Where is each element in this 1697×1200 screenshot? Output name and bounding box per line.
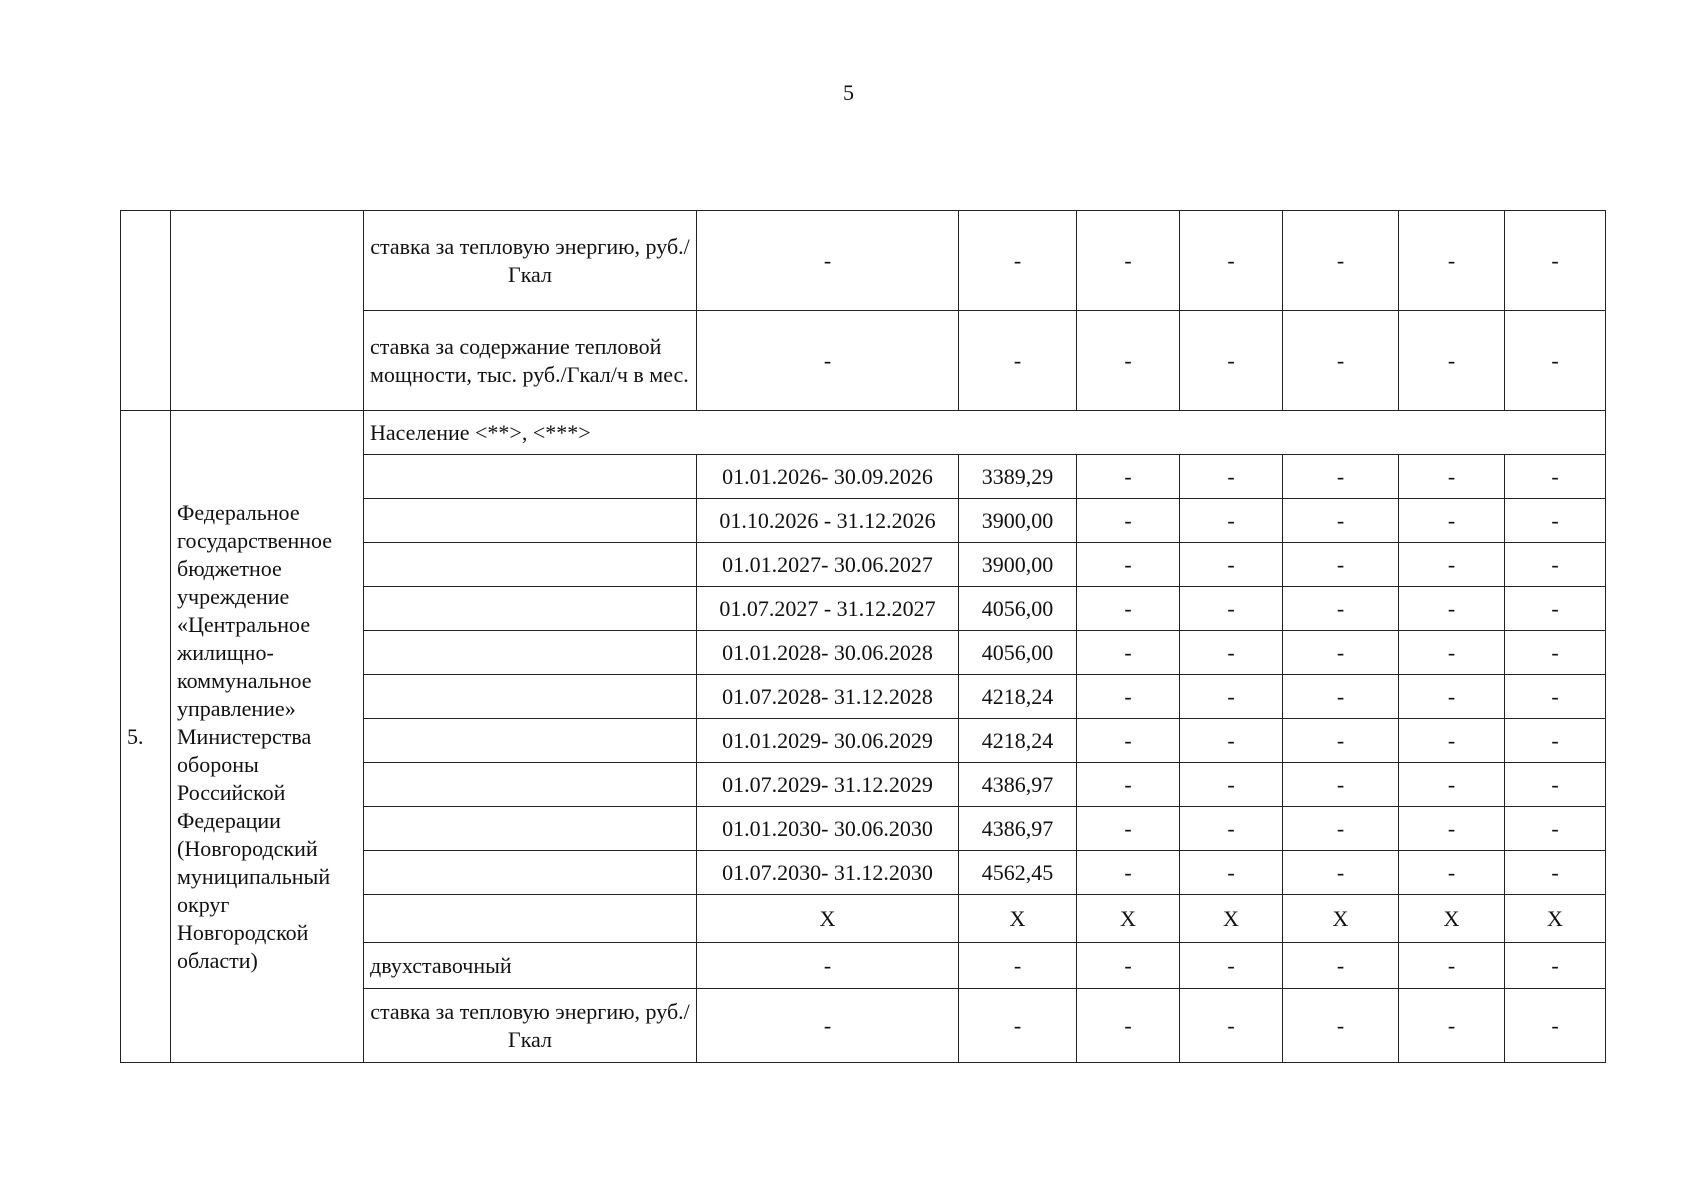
tariff-cell: 4218,24 [959,675,1077,719]
value-cell: - [1077,631,1180,675]
value-cell: - [1077,455,1180,499]
value-cell: - [1283,851,1399,895]
tariff-cell: 4218,24 [959,719,1077,763]
value-cell: - [1505,543,1606,587]
value-cell: - [1180,211,1283,311]
value-cell: - [1180,807,1283,851]
empty-label-cell [364,455,697,499]
table-row [121,211,1606,311]
empty-label-cell [364,587,697,631]
value-cell: - [1399,311,1505,411]
x-mark-cell: X [1505,895,1606,943]
tariff-table [120,210,1606,1063]
value-cell: - [1077,719,1180,763]
value-cell: - [1399,631,1505,675]
value-cell: - [1180,943,1283,989]
value-cell: - [1399,675,1505,719]
value-cell: - [1283,455,1399,499]
table-row [121,411,1606,455]
value-cell: - [1505,989,1606,1063]
value-cell: - [1399,499,1505,543]
period-cell: 01.01.2028- 30.06.2028 [697,631,959,675]
value-cell: - [1505,587,1606,631]
period-cell: 01.10.2026 - 31.12.2026 [697,499,959,543]
number-cell-empty [121,211,171,411]
value-cell: - [1283,989,1399,1063]
empty-label-cell [364,631,697,675]
empty-label-cell [364,807,697,851]
row-label: ставка за содержание тепловой мощности, тыс. руб./Гкал/ч в мес. [364,311,697,411]
x-mark-cell: X [959,895,1077,943]
tariff-cell: 3900,00 [959,499,1077,543]
value-cell: - [1180,851,1283,895]
value-cell: - [1180,455,1283,499]
value-cell: - [1399,455,1505,499]
value-cell: - [1505,211,1606,311]
value-cell: - [1399,851,1505,895]
value-cell: - [1077,989,1180,1063]
x-mark-cell: X [697,895,959,943]
value-cell: - [959,943,1077,989]
value-cell: - [1505,719,1606,763]
value-cell: - [1505,311,1606,411]
value-cell: - [1283,675,1399,719]
value-cell: - [959,311,1077,411]
value-cell: - [1399,807,1505,851]
value-cell: - [1399,763,1505,807]
value-cell: - [697,989,959,1063]
empty-label-cell [364,675,697,719]
value-cell: - [1283,499,1399,543]
empty-label-cell [364,543,697,587]
x-mark-cell: X [1399,895,1505,943]
row-label: ставка за тепловую энергию, руб./Гкал [364,211,697,311]
value-cell: - [1399,211,1505,311]
value-cell: - [1180,543,1283,587]
empty-label-cell [364,499,697,543]
value-cell: - [1180,631,1283,675]
organization-name: Федеральное государственное бюджетное учреждение «Центральное жилищно-коммунальное управление» Министерства обороны Российской Федерации (Новгородский муниципальный округ Новгородской области) [171,411,364,1063]
organization-cell-empty [171,211,364,411]
value-cell: - [1505,943,1606,989]
value-cell: - [697,943,959,989]
tariff-cell: 4386,97 [959,763,1077,807]
value-cell: - [1505,851,1606,895]
value-cell: - [1283,763,1399,807]
value-cell: - [959,989,1077,1063]
x-mark-cell: X [1283,895,1399,943]
value-cell: - [697,211,959,311]
value-cell: - [1077,943,1180,989]
value-cell: - [1505,763,1606,807]
value-cell: - [1077,499,1180,543]
value-cell: - [1399,943,1505,989]
value-cell: - [1077,851,1180,895]
value-cell: - [1283,719,1399,763]
value-cell: - [1077,211,1180,311]
x-mark-cell: X [1077,895,1180,943]
tariff-cell: 3900,00 [959,543,1077,587]
value-cell: - [1077,311,1180,411]
value-cell: - [1077,543,1180,587]
period-cell: 01.01.2029- 30.06.2029 [697,719,959,763]
period-cell: 01.01.2030- 30.06.2030 [697,807,959,851]
value-cell: - [1399,719,1505,763]
value-cell: - [1283,587,1399,631]
value-cell: - [1180,675,1283,719]
value-cell: - [959,211,1077,311]
period-cell: 01.07.2028- 31.12.2028 [697,675,959,719]
value-cell: - [1399,543,1505,587]
value-cell: - [1180,499,1283,543]
value-cell: - [1180,587,1283,631]
period-cell: 01.01.2027- 30.06.2027 [697,543,959,587]
period-cell: 01.07.2029- 31.12.2029 [697,763,959,807]
value-cell: - [1283,211,1399,311]
value-cell: - [1077,807,1180,851]
empty-label-cell [364,763,697,807]
value-cell: - [1077,587,1180,631]
value-cell: - [1399,989,1505,1063]
value-cell: - [1180,989,1283,1063]
tariff-cell: 4056,00 [959,631,1077,675]
tariff-cell: 4386,97 [959,807,1077,851]
empty-label-cell [364,719,697,763]
value-cell: - [1283,943,1399,989]
row-label: двухставочный [364,943,697,989]
value-cell: - [1505,499,1606,543]
empty-label-cell [364,895,697,943]
x-mark-cell: X [1180,895,1283,943]
value-cell: - [1077,675,1180,719]
value-cell: - [1505,455,1606,499]
tariff-cell: 4056,00 [959,587,1077,631]
period-cell: 01.07.2027 - 31.12.2027 [697,587,959,631]
tariff-cell: 4562,45 [959,851,1077,895]
value-cell: - [1505,631,1606,675]
value-cell: - [1505,807,1606,851]
tariff-cell: 3389,29 [959,455,1077,499]
value-cell: - [1283,807,1399,851]
value-cell: - [1283,631,1399,675]
section-number: 5. [121,411,171,1063]
page-number: 5 [843,80,854,105]
period-cell: 01.01.2026- 30.09.2026 [697,455,959,499]
empty-label-cell [364,851,697,895]
value-cell: - [1505,675,1606,719]
value-cell: - [1283,311,1399,411]
row-label: ставка за тепловую энергию, руб./Гкал [364,989,697,1063]
group-label: Население <**>, <***> [364,411,1606,455]
value-cell: - [1180,763,1283,807]
value-cell: - [1399,587,1505,631]
period-cell: 01.07.2030- 31.12.2030 [697,851,959,895]
value-cell: - [1180,719,1283,763]
value-cell: - [1283,543,1399,587]
value-cell: - [1180,311,1283,411]
value-cell: - [1077,763,1180,807]
value-cell: - [697,311,959,411]
